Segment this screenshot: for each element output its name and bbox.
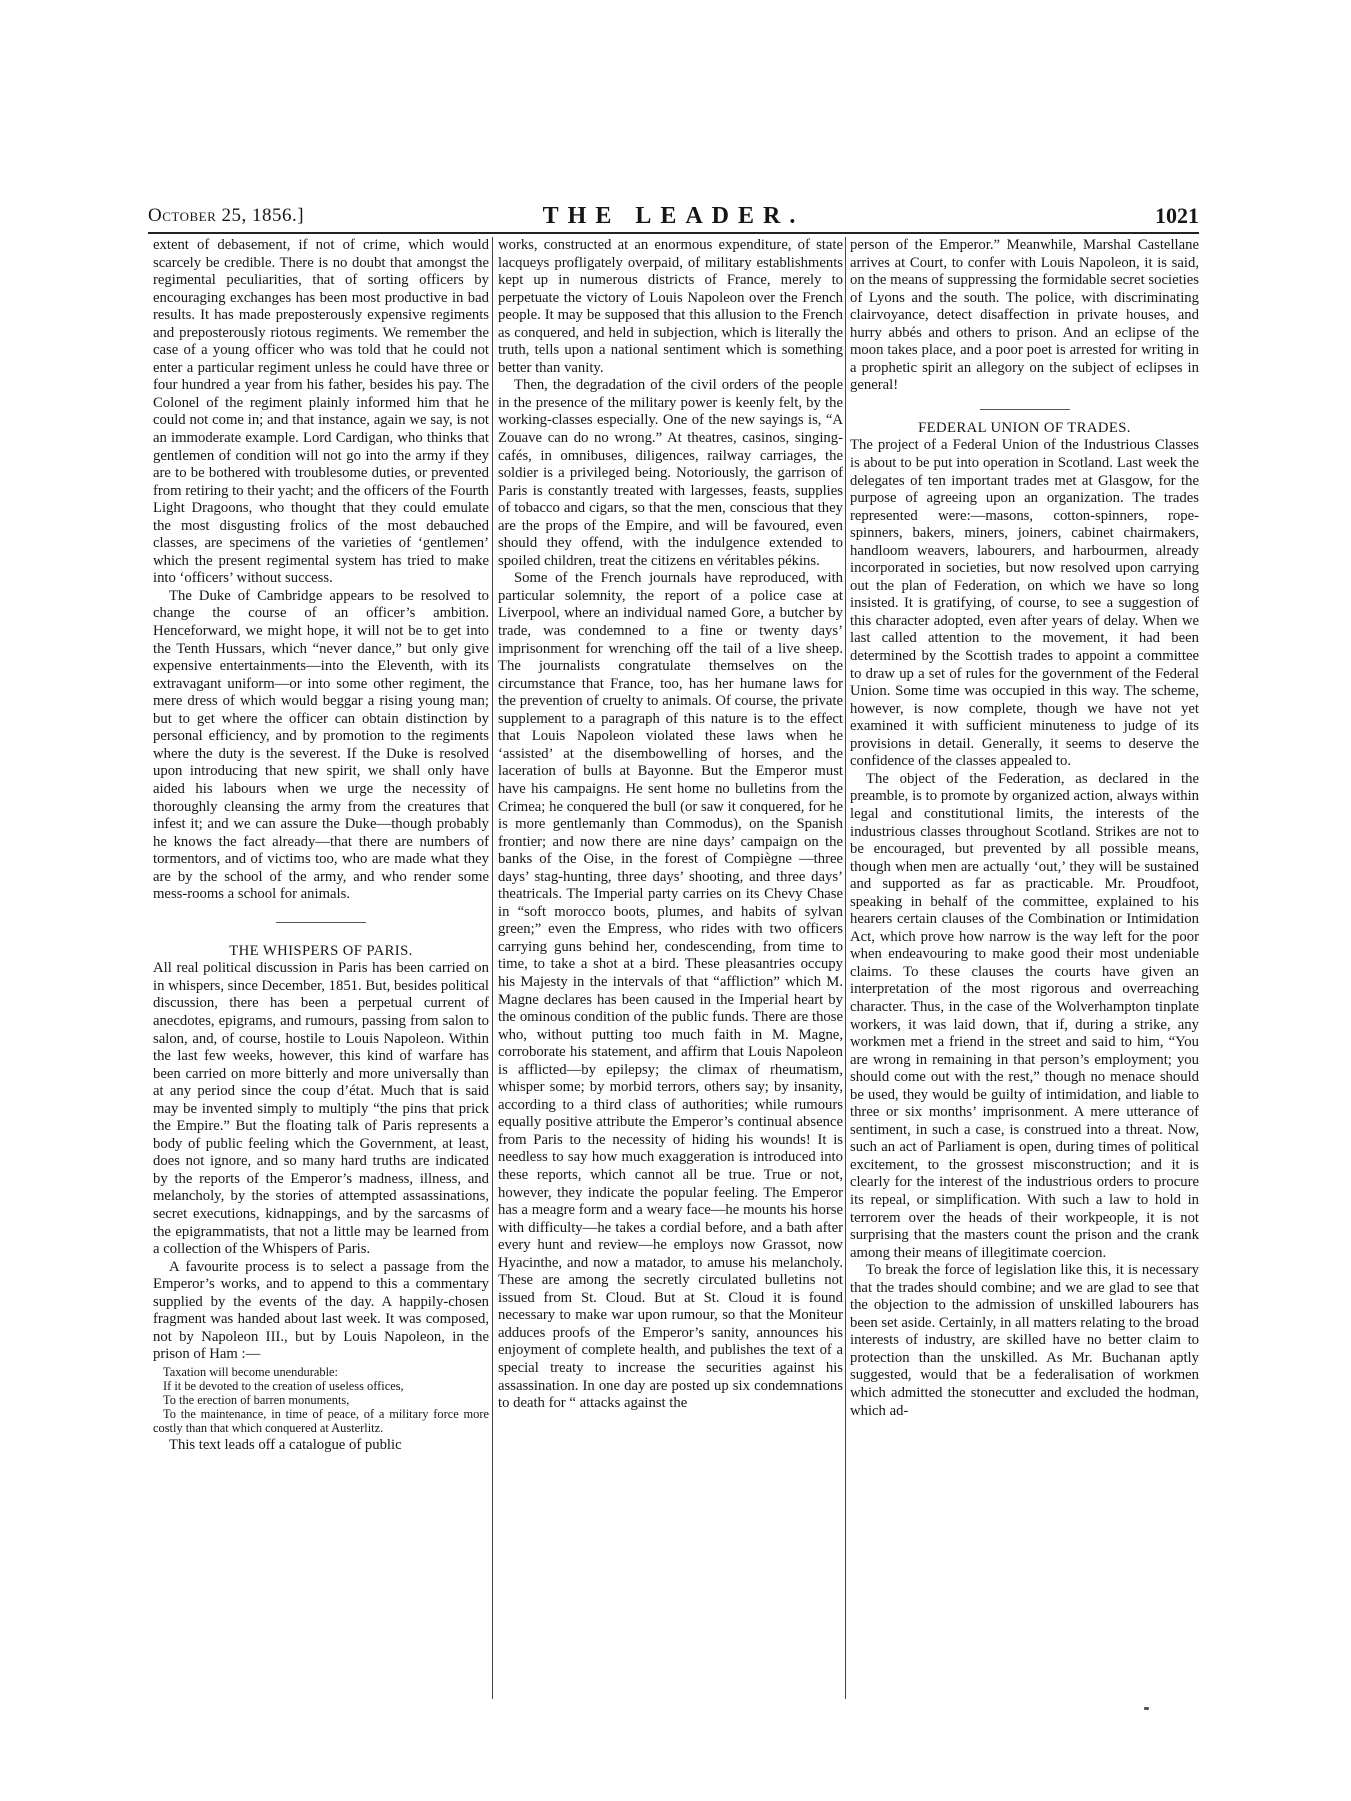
article-paragraph: The object of the Federation, as declared in the preamble, is to promote by organized action, always within legal and constitutional limits, the interests of the industrious classes throughout Scotland. Strikes are not to be encouraged, but prevented by all possible means, though when men are actually ‘out,’ they will be sustained and supported as far as practicable. Mr. Proudfoot, speaking in behalf of the committee, explained to his hearers certain clauses of the Combination or Intimidation Act, which prove how narrow is the way left for the poor when endeavouring to make good their most undeniable claims. To these clauses the courts have given an interpretation of the most rigorous and overreaching character. Thus, in the case of the Wolverhampton tinplate workers, it was laid down, that if, during a strike, any workmen met a friend in the street and said to him, “You are wrong in remaining in that person’s employment; you should come out with the rest,” though no menace should be used, they would be guilty of intimidation, and liable to three or six months’ imprisonment. A mere utterance of sentiment, in such a case, is construed into a threat. Now, such an act of Parliament is open, during times of political excitement, to the grossest misconstruction; and it is clearly for the interest of the industrious orders to procure its repeal, or simplification. With such a law to hold in terrorem over the heads of their workpeople, it is not surprising that the masters count the prison and the crank among their means of illegitimate coercion. (850, 770, 1199, 1261)
quote-line: Taxation will become unendurable: (163, 1364, 338, 1379)
column-rule-2 (845, 237, 846, 1699)
column-3 (850, 237, 1199, 1699)
article-paragraph: Then, the degradation of the civil orders of the people in the presence of the military power is keenly felt, by the working-classes especially. One of the new sayings is, “A Zouave can do no wrong.” At theatres, casinos, singing-cafés, in omnibuses, diligences, railway carriages, the soldier is a privileged being. Notoriously, the garrison of Paris is constantly treated with largesses, feasts, supplies of tobacco and cigars, so that the men, conscious that they are the props of the Empire, and will be favoured, even should they offend, with the indulgence extended to spoiled children, treat the citizens en véritables pékins. (498, 377, 843, 569)
column-rule-1 (492, 237, 493, 1699)
quote-line: To the erection of barren monuments, (163, 1392, 350, 1407)
quote-line: To the maintenance, in time of peace, of a military force more costly than that which conquered at Austerlitz. (153, 1406, 489, 1435)
print-mark (1144, 1707, 1149, 1710)
column-2 (498, 237, 843, 1699)
article-paragraph: person of the Emperor.” Meanwhile, Marshal Castellane arrives at Court, to confer with Louis Napoleon, it is said, on the means of suppressing the formidable secret societies of Lyons and the south. The police, with discriminating clairvoyance, detect disaffection in private houses, and hurry abbés and others to prison. And an eclipse of the moon takes place, and a poor poet is arrested for writing in a prophetic spirit an allegory on the subject of eclipses in general! (850, 237, 1199, 394)
column-1 (153, 237, 489, 1699)
article-paragraph: Some of the French journals have reproduced, with particular solemnity, the report of a police case at Liverpool, where an individual named Gore, a butcher by trade, was condemned to a fine or twenty days’ imprisonment for wrenching off the tail of a live sheep. The journalists congratulate themselves on the circumstance that France, too, has her humane laws for the prevention of cruelty to animals. Of course, the private supplement to a paragraph of this nature is to the effect that Louis Napoleon violated these laws when he ‘assisted’ at the disembowelling of horses, and the laceration of bulls at Bayonne. But the Emperor must have his campaigns. He sent home no bulletins from the Crimea; he conquered the bull (or saw it conquered, for he is more gentlemanly than Commodus), on the Spanish frontier; and now there are nine days’ campaign on the banks of the Oise, in the forest of Compiègne —three days’ stag-hunting, three days’ shooting, and three days’ theatricals. The Imperial party carries on its Chevy Chase in “soft morocco boots, plumes, and habits of sylvan green;” even the Empress, who rides with two officers carrying guns behind her, condescending, from time to time, to take a shot at a bird. These pleasantries occupy his Majesty in the intervals of that “affliction” which M. Magne declares has been caused in the Imperial heart by the ominous condition of the public funds. There are those who, without putting too much faith in M. Magne, corroborate his statement, and affirm that Louis Napoleon is afflicted—by epilepsy; the climax of rheumatism, whisper some; by morbid terrors, others say; by insanity, according to a third class of authorities; while rumours equally positive attribute the Emperor’s continual absence from Paris to the necessity of hiding his wounds! It is needless to say how much exaggeration is introduced into these reports, which cannot all be true. True or not, however, they indicate the popular feeling. The Emperor has a meagre form and a weary face—he mounts his horse with difficulty—he takes a cordial before, and a bath after every hunt and review—he employs now Grassot, now Hyacinthe, and now a matador, to amuse his melancholy. These are among the secretly circulated bulletins not issued from St. Cloud. But at St. Cloud it is found necessary to make war upon rumour, so that the Moniteur adduces proofs of the Emperor’s sanity, announces his enjoyment of complete health, and publishes the text of a special treaty to increase the securities against his assassination. In one day are posted up six condemnations to death for “ attacks against the (498, 570, 843, 1412)
newspaper-title: THE LEADER. (542, 203, 805, 229)
article-paragraph: works, constructed at an enormous expenditure, of state lacqueys profligately overpaid, of military establishments kept up in numerous districts of France, merely to perpetuate the victory of Louis Napoleon over the French people. It may be supposed that this allusion to the French as conquered, and held in subjection, which is literally the truth, tells upon a national sentiment which is something better than vanity. (498, 237, 843, 376)
article-paragraph: This text leads off a catalogue of public (169, 1436, 402, 1453)
article-paragraph: The Duke of Cambridge appears to be resolved to change the course of an officer’s ambition. Henceforward, we might hope, it will not be to get into the Tenth Hussars, which “never dance,” but only give expensive entertainments—into the Eleventh, with its extravagant uniform—or into some other regiment, the mere dress of which would beggar a rising young man; but to get where the officer can obtain distinction by personal efficiency, and by promotion to the regiments where the duty is the severest. If the Duke is resolved upon introducing that new spirit, we shall only have aided his labours when we urge the necessity of thoroughly cleansing the army from the creatures that infest it; and we can assure the Duke—though probably he knows the fact already—that there are numbers of tormentors, and of victims too, who are made what they are by the school of the army, and who render some mess-rooms a school for animals. (153, 587, 489, 903)
masthead (148, 203, 1199, 229)
page-number: 1021 (1155, 203, 1199, 228)
article-heading-whispers-of-paris: THE WHISPERS OF PARIS. (229, 942, 413, 959)
issue-date: October 25, 1856.] (148, 205, 305, 226)
article-heading-federal-union: FEDERAL UNION OF TRADES. (918, 419, 1131, 436)
quoted-passage (153, 1365, 489, 1435)
article-paragraph: The project of a Federal Union of the Industrious Classes is about to be put into operation in Scotland. Last week the delegates of ten important trades met at Glasgow, for the purpose of agreeing upon an organization. The trades represented were:—masons, cotton-spinners, rope-spinners, bakers, miners, joiners, cabinet chairmakers, handloom weavers, labourers, and harbourmen, already incorporated in societies, but now resolved upon carrying out the plan of Federation, on which we have so long insisted. It is gratifying, of course, to see a suggestion of this character adopted, even after years of delay. When we last called attention to the movement, it had been determined by the Scottish trades to appoint a committee to draw up a set of rules for the government of the Federal Union. Some time was occupied in this way. The scheme, however, is now complete, though we have not yet examined it with sufficient minuteness to judge of its provisions in detail. Generally, it seems to deserve the confidence of the classes appealed to. (850, 437, 1199, 770)
article-paragraph: extent of debasement, if not of crime, which would scarcely be credible. There is no doubt that amongst the regimental peculiarities, that of sorting officers by encouraging exchanges has been most productive in bad results. It has made preposterously expensive regiments and preposterously riotous regiments. We remember the case of a young officer who was told that he could not enter a particular regiment unless he could have three or four hundred a year from his father, besides his pay. The Colonel of the regiment plainly informed him that he could not come in; and that instance, again we say, is not an immoderate example. Lord Cardigan, who thinks that gentlemen of condition will not go into the army if they are to be bothered with troublesome duties, or prevented from retiring to their yacht; and the officers of the Fourth Light Dragoons, who thought that they could emulate the most disgusting frolics of the most debauched classes, are specimens of the varieties of ‘gentlemen’ which the present regimental system has tried to make into ‘officers’ without success. (153, 237, 489, 587)
masthead-rule (148, 232, 1199, 234)
article-paragraph: All real political discussion in Paris has been carried on in whispers, since December, 1851. But, besides political discussion, there has been a perpetual current of anecdotes, epigrams, and rumours, passing from salon to salon, and, of course, hostile to Louis Napoleon. Within the last few weeks, however, this kind of warfare has been carried on more bitterly and more universally than at any period since the coup d’état. Much that is said may be invented simply to multiply “the pins that prick the Empire.” But the floating talk of Paris represents a body of public feeling which the Government, at least, does not ignore, and so many hard truths are indicated by the reports of the Emperor’s madness, illness, and melancholy, by the stories of attempted assassinations, secret executions, kidnappings, and by the sarcasms of the epigrammatists, that not a little may be learned from a collection of the Whispers of Paris. (153, 960, 489, 1258)
article-paragraph: To break the force of legislation like this, it is necessary that the trades should combine; and we are glad to see that the objection to the admission of unskilled labourers has been set aside. Certainly, in all matters relating to the broad interests of industry, are skilled have no better claim to protection than the unskilled. As Mr. Buchanan aptly suggested, would that be a federalisation of workmen which admitted the stonecutter and excluded the hodman, which ad- (850, 1262, 1199, 1419)
section-separator (276, 922, 366, 923)
section-separator (980, 409, 1070, 410)
article-paragraph: A favourite process is to select a passage from the Emperor’s works, and to append to this a commentary supplied by the events of the day. A happily-chosen fragment was handed about last week. It was composed, not by Napoleon III., but by Louis Napoleon, in the prison of Ham :— (153, 1258, 489, 1363)
quote-line: If it be devoted to the creation of useless offices, (163, 1378, 404, 1393)
